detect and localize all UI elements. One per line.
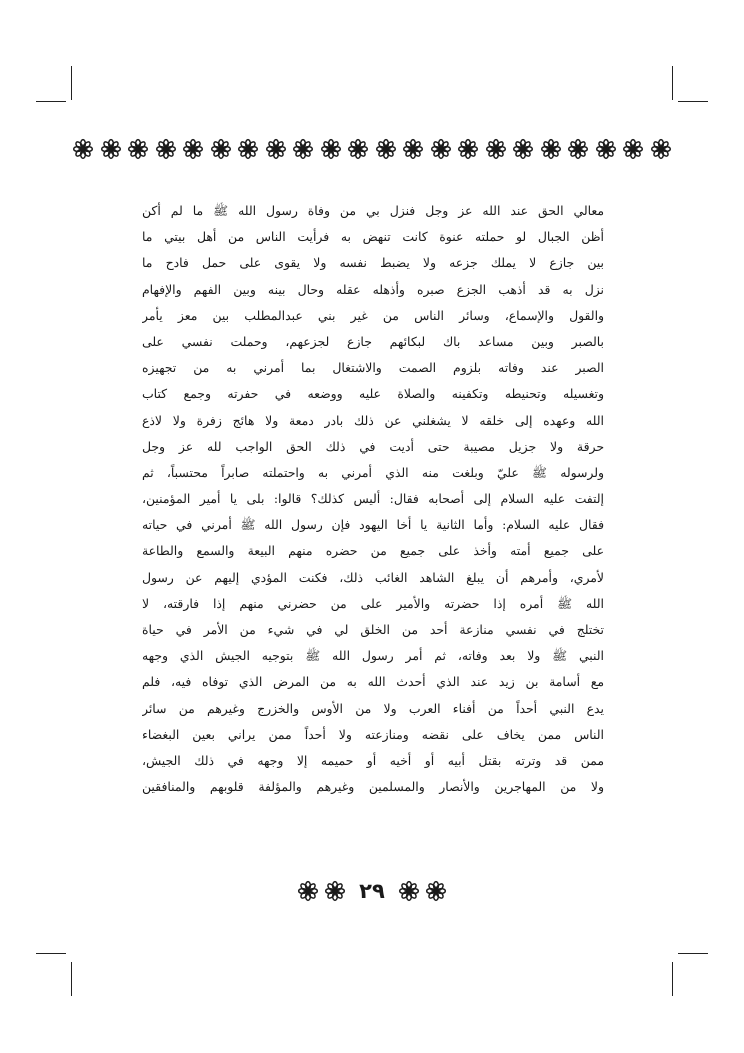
flower-ornament-icon xyxy=(567,138,589,160)
text-line: على جميع أمته وأخذ على جميع من حضره منهم البيعة والسمع والطاعة xyxy=(142,543,604,559)
crop-mark-top-left-horizontal xyxy=(36,101,66,102)
crop-mark-top-right-vertical xyxy=(672,66,673,100)
flower-ornament-icon xyxy=(347,138,369,160)
text-line: الله وعهده إلى خلقه لا يشغلني عن ذلك بادر دمعة ولا هائج زفرة ولا لاذع xyxy=(142,412,604,428)
flower-ornament-icon xyxy=(72,138,94,160)
text-line: الناس ممن يخاف على نقضه ومنازعته ولا أحداً ممن يراني بعين البغضاء xyxy=(142,726,604,742)
text-line: معالي الحق عند الله عز وجل فنزل بي من وفاة رسول الله ﷺ ما لم أكن xyxy=(142,203,604,218)
text-line: بالصبر وبين مساعد باك لبكائهم جازع لجزعهم، وحملت نفسي على xyxy=(142,333,604,349)
crop-mark-top-right-horizontal xyxy=(678,101,708,102)
flower-ornament-icon xyxy=(100,138,122,160)
text-line: ممن قد وترته بقتل أبيه أو أخيه أو حميمه إلا وجهه في ذلك الجيش، xyxy=(142,752,604,768)
flower-ornament-icon xyxy=(292,138,314,160)
text-line: نزل به قد أذهب الجزع صبره وأذهله عقله وحال بينه وبين الفهم والإفهام xyxy=(142,281,604,297)
flower-ornament-icon xyxy=(622,138,644,160)
text-line: النبي ﷺ ولا بعد وفاته، ثم أمر رسول الله ﷺ بتوجيه الجيش الذي وجهه xyxy=(142,648,604,664)
text-line: حرقة ولا جزيل مصيبة حتى أديت في ذلك الحق الواجب لله عز وجل xyxy=(142,438,604,454)
flower-ornament-icon xyxy=(595,138,617,160)
header-ornament-row xyxy=(72,137,672,161)
text-line: فقال عليه السلام: وأما الثانية يا أخا اليهود فإن رسول الله ﷺ أمرني في حياته xyxy=(142,517,604,533)
flower-ornament-icon xyxy=(182,138,204,160)
text-line: يدع النبي أحداً من أفناء العرب ولا من الأوس والخزرج وغيرهم من سائر xyxy=(142,700,604,716)
flower-ornament-icon xyxy=(210,138,232,160)
flower-ornament-icon xyxy=(512,138,534,160)
text-line: أظن الجبال لو حملته عنوة كانت تنهض به فرأيت الناس من أهل بيتي ما xyxy=(142,229,604,245)
text-line: لأمري، وأمرهم أن يبلغ الشاهد الغائب ذلك، فكنت المؤدي إليهم عن رسول xyxy=(142,569,604,585)
text-line: ولرسوله ﷺ عليّ وبلغت منه الذي أمرني به واحتملته صابراً محتسباً، ثم xyxy=(142,464,604,480)
text-line: تختلج في نفسي منازعة أحد من الخلق لي في شيء من الأمر في حياة xyxy=(142,622,604,637)
crop-mark-top-left-vertical xyxy=(71,66,72,100)
flower-ornament-icon xyxy=(650,138,672,160)
crop-mark-bottom-left-horizontal xyxy=(36,953,66,954)
flower-ornament-icon xyxy=(237,138,259,160)
flower-ornament-icon xyxy=(402,138,424,160)
flower-ornament-icon xyxy=(457,138,479,160)
text-line: الله ﷺ أمره إذا حضرته والأمير على من حضرني منهم إذا فارقته، لا xyxy=(142,595,604,611)
crop-mark-bottom-right-vertical xyxy=(672,962,673,996)
text-line: وتغسيله وتحنيطه وتكفينه والصلاة عليه ووضعه في حفرته وجمع كتاب xyxy=(142,386,604,402)
crop-mark-bottom-right-horizontal xyxy=(678,953,708,954)
flower-ornament-icon xyxy=(297,880,319,902)
text-line: الصبر عند وفاته بلزوم الصمت والاشتغال بما أمرني به من تجهيزه xyxy=(142,360,604,376)
crop-mark-bottom-left-vertical xyxy=(71,962,72,996)
page-footer xyxy=(0,876,744,906)
flower-ornament-icon xyxy=(324,880,346,902)
flower-ornament-icon xyxy=(375,138,397,160)
text-line: والقول والإسماع، وسائر الناس من غير بني عبدالمطلب بين معز يأمر xyxy=(142,307,604,323)
text-line: إلتفت عليه السلام إلى أصحابه فقال: أليس كذلك؟ قالوا: بلى يا أمير المؤمنين، xyxy=(142,491,604,507)
body-text xyxy=(142,198,604,800)
flower-ornament-icon xyxy=(540,138,562,160)
text-line: مع أسامة بن زيد عند الذي أحدث الله به من المرض الذي توفاه فيه، فلم xyxy=(142,674,604,690)
flower-ornament-icon xyxy=(127,138,149,160)
flower-ornament-icon xyxy=(398,880,420,902)
text-line: ولا من المهاجرين والأنصار والمسلمين وغيرهم والمؤلفة قلوبهم والمنافقين xyxy=(142,779,604,795)
flower-ornament-icon xyxy=(425,880,447,902)
flower-ornament-icon xyxy=(155,138,177,160)
flower-ornament-icon xyxy=(320,138,342,160)
text-line: بين جازع لا يملك جزعه ولا يضبط نفسه ولا يقوى على حمل فادح ما xyxy=(142,255,604,271)
flower-ornament-icon xyxy=(430,138,452,160)
flower-ornament-icon xyxy=(265,138,287,160)
page-number: ٢٩ xyxy=(359,879,385,903)
flower-ornament-icon xyxy=(485,138,507,160)
